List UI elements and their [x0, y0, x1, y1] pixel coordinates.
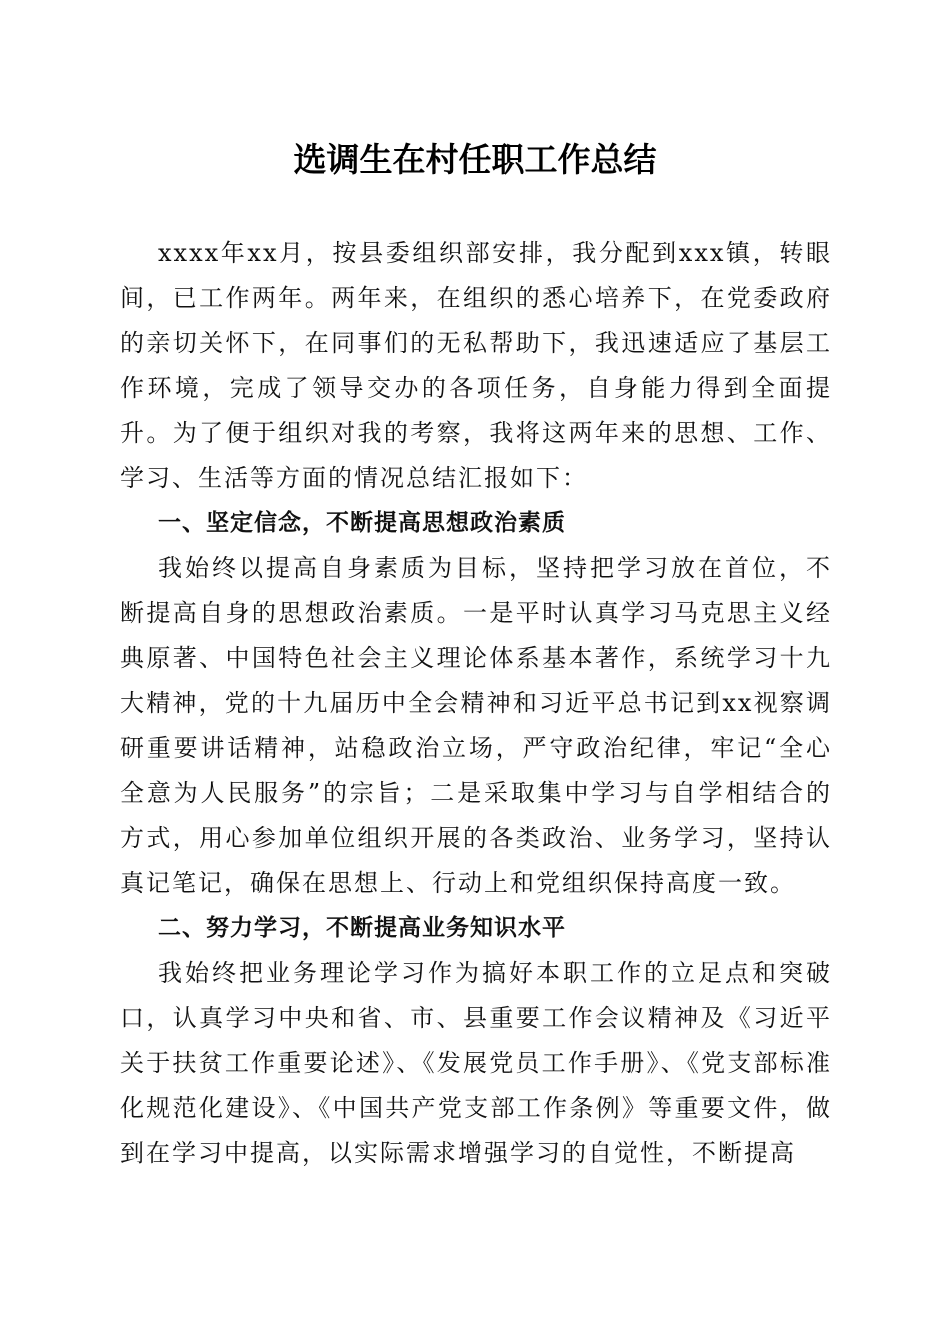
section-heading-2: 二、努力学习，不断提高业务知识水平 — [158, 915, 566, 941]
intro-paragraph: xxxx年xx月，按县委组织部安排，我分配到xxx镇，转眼间，已工作两年。两年来，在组织的悉心培养下，在党委政府的亲切关怀下，在同事们的无私帮助下，我迅速适应了基层工作环境，完成了领导交办的各项任务，自身能力得到全面提升。为了便于组织对我的考察，我将这两年来的思想、工作、学习、生活等方面的情况总结汇报如下： — [120, 239, 832, 492]
section-heading-1: 一、坚定信念，不断提高思想政治素质 — [158, 510, 566, 536]
section-paragraph-1: 我始终以提高自身素质为目标，坚持把学习放在首位，不断提高自身的思想政治素质。一是平时认真学习马克思主义经典原著、中国特色社会主义理论体系基本著作，系统学习十九大精神，党的十九届历中全会精神和习近平总书记到xx视察调研重要讲话精神，站稳政治立场，严守政治纪律，牢记“全心全意为人民服务”的宗旨；二是采取集中学习与自学相结合的方式，用心参加单位组织开展的各类政治、业务学习，坚持认真记笔记，确保在思想上、行动上和党组织保持高度一致。 — [120, 554, 832, 897]
section-paragraph-2: 我始终把业务理论学习作为搞好本职工作的立足点和突破口，认真学习中央和省、市、县重要工作会议精神及《习近平关于扶贫工作重要论述》、《发展党员工作手册》、《党支部标准化规范化建设》、《中国共产党支部工作条例》等重要文件，做到在学习中提高，以实际需求增强学习的自觉性，不断提高 — [120, 959, 832, 1167]
document-title: 选调生在村任职工作总结 — [293, 140, 657, 179]
document-body — [120, 231, 832, 1176]
